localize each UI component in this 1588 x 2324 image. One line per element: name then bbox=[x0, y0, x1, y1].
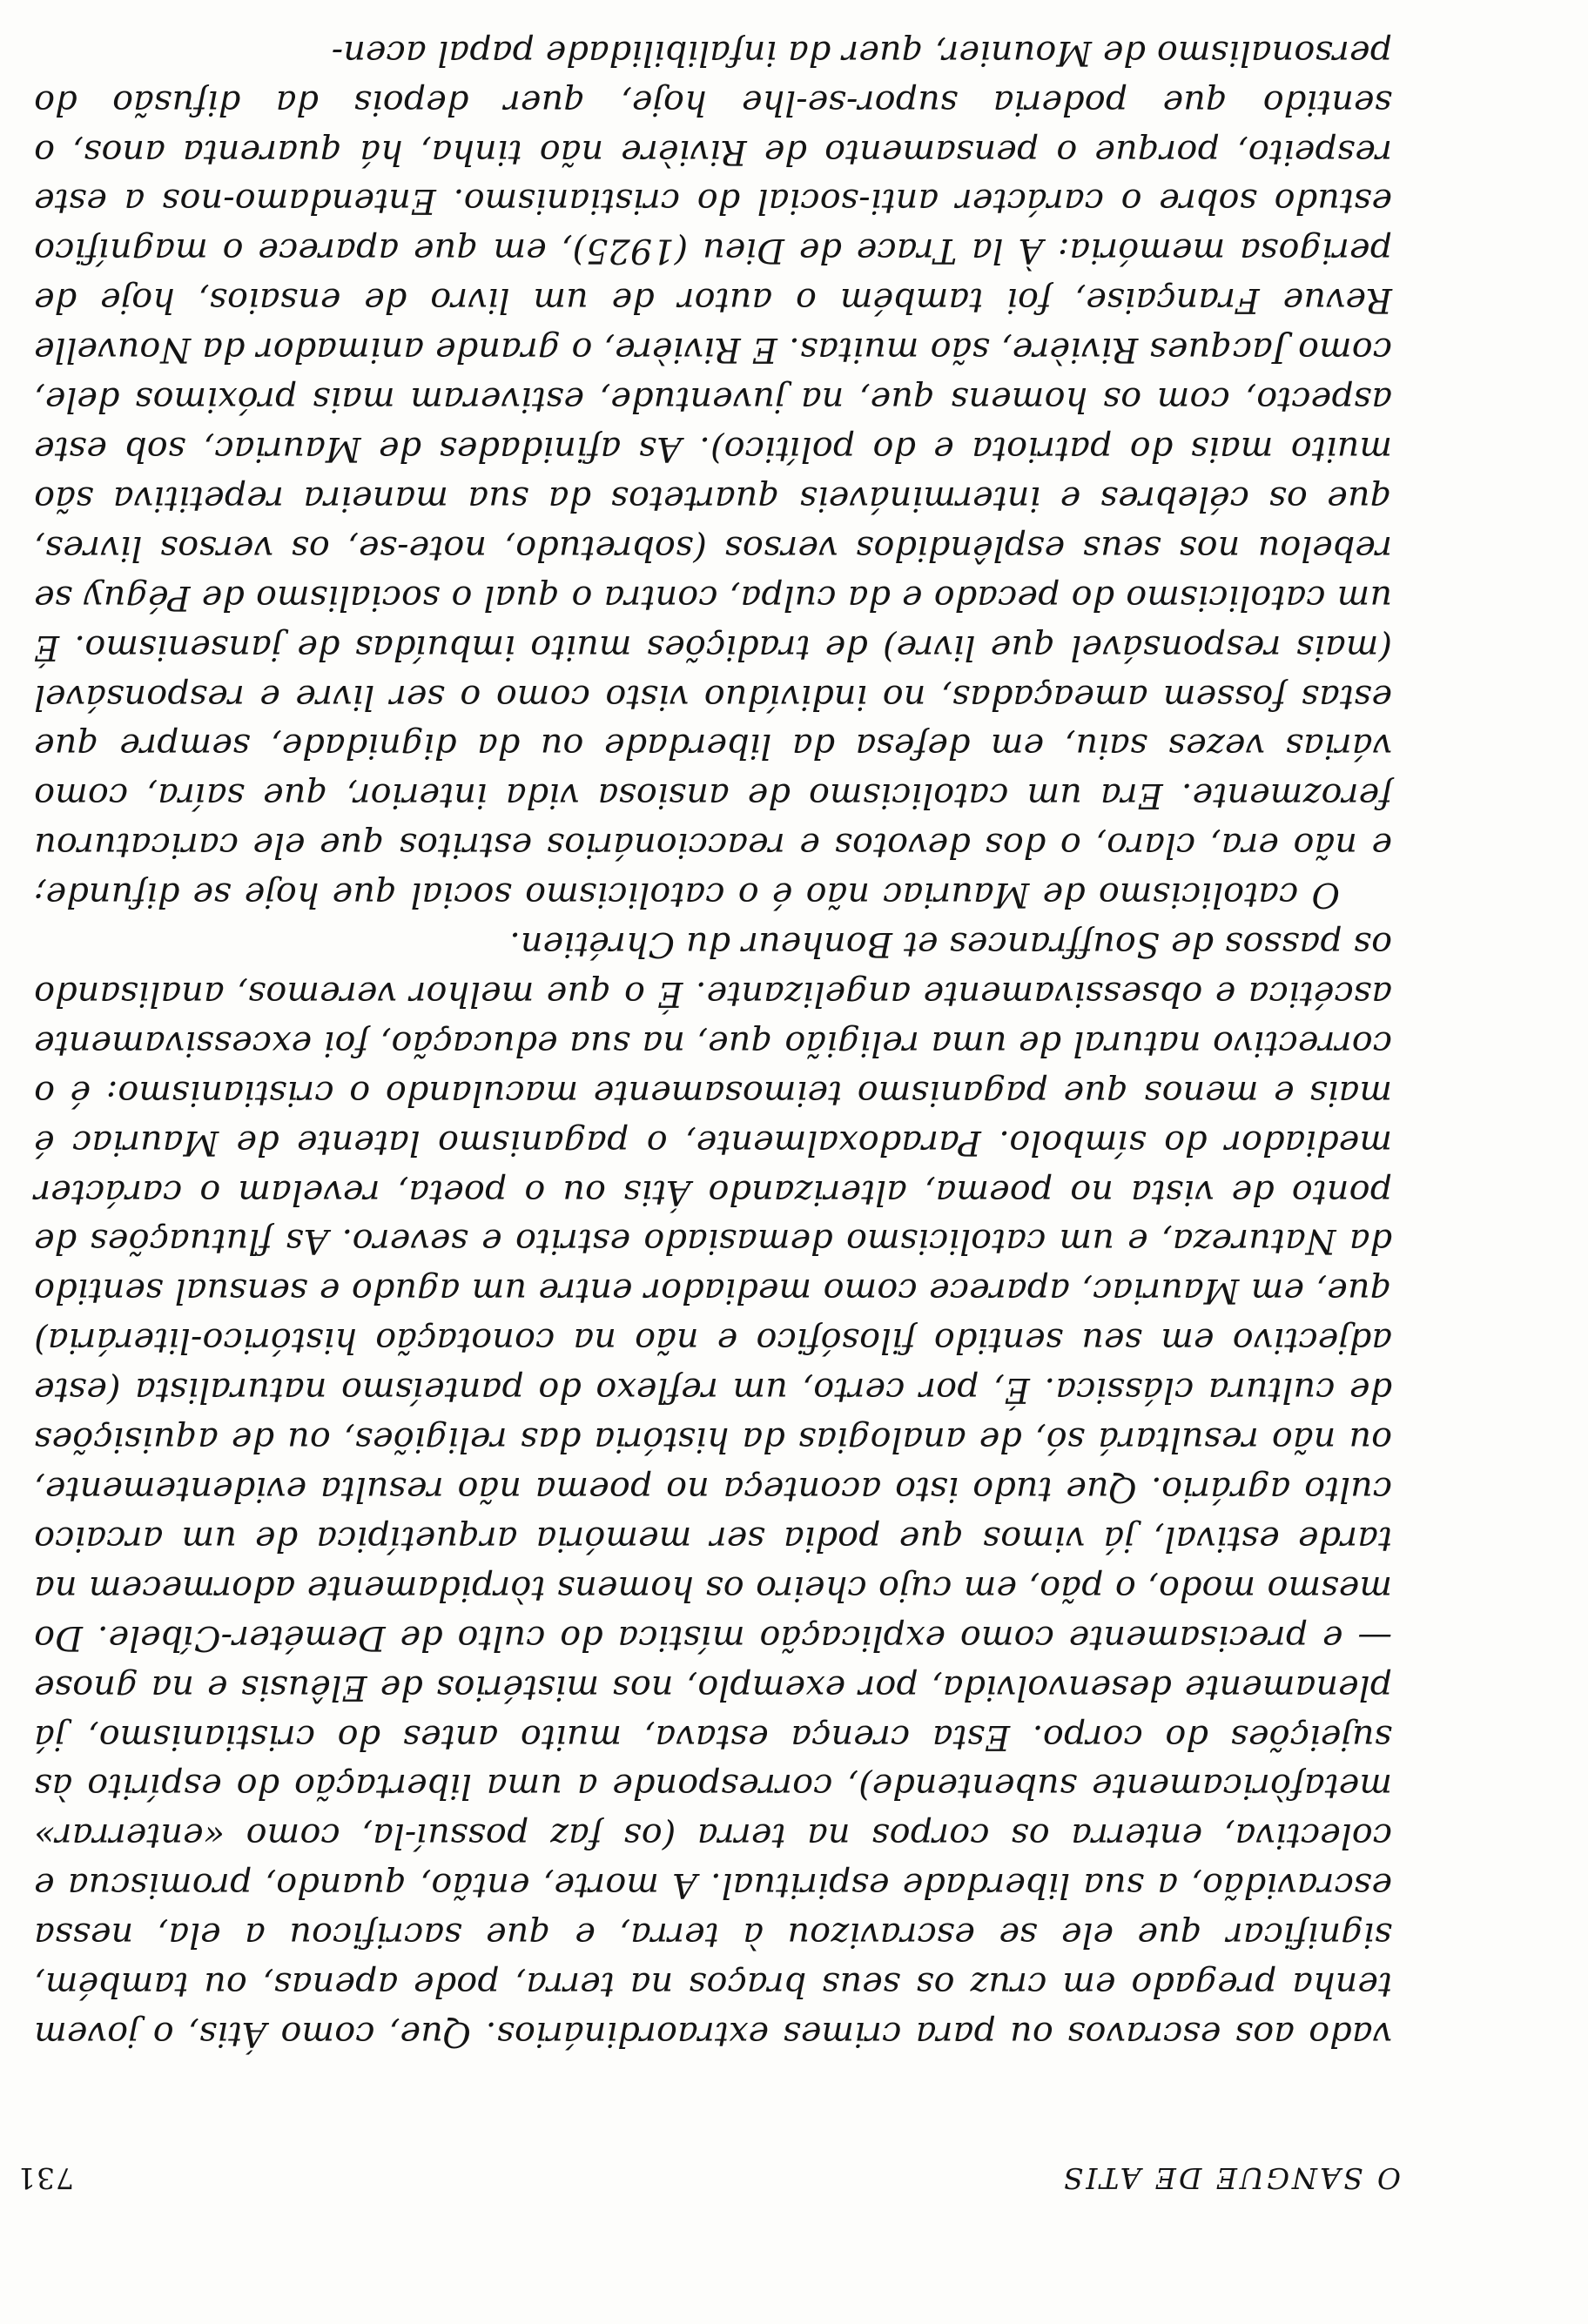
body-text bbox=[34, 28, 1392, 2059]
paragraph-continuation: vado aos escravos ou para crimes extraordinários. Que, como Átis, o jovem tenha pregado em cruz os seus braços na terra, pode apenas, ou também, significar que ele se escravizou à terra, e que sacrificou a ela, nessa escravidão, a sua liberdade espiritual. A morte, então, quando, promiscua e colectiva, enterra os corpos na terra (os faz possuí-la, como «enterrar» metafòricamente subentende), corresponde a uma libertação do espírito às sujeições do corpo. Esta crença estava, muito antes do cristianismo, já plenamente desenvolvida, por exemplo, nos mistérios de Elêusis e na gnose — e precisamente como explicação mística do culto de Deméter-Cíbele. Do mesmo modo, o pão, em cujo cheiro os homens tòrpidamente adormecem na tarde estival, já vimos que podia ser memória arquetípica de um arcaico culto agrário. Que tudo isto aconteça no poema não resulta evidentemente, ou não resultará só, de analogias da história das religiões, ou de aquisições de cultura clássica. É, por certo, um reflexo do panteísmo naturalista (este adjectivo em seu sentido filosófico e não na conotação histórico-literária) que, em Mauriac, aparece como mediador entre um agudo e sensual sentido da Natureza, e um catolicismo demasiado estrito e severo. As flutuações de ponto de vista no poema, alterizando Átis ou o poeta, revelam o carácter mediador do símbolo. Paradoxalmente, o paganismo latente de Mauriac é mais e menos que paganismo teimosamente maculando o cristianismo: é o correctivo natural de uma religião que, na sua educação, foi excessivamente ascética e obsessivamente angelizante. É o que melhor veremos, analisando os passos de Souffrances et Bonheur du Chrétien. bbox=[34, 924, 1392, 2054]
page-number: 731 bbox=[17, 2161, 74, 2195]
running-title: O SANGUE DE ATIS bbox=[1060, 2161, 1401, 2195]
running-header bbox=[17, 2143, 1401, 2195]
paragraph-catolicismo: O catolicismo de Mauriac não é o catolicismo social que hoje se difunde; e não era, claro, o dos devotos e reaccionários estritos que ele caricaturou ferozmente. Era um catolicismo de ansiosa vida interior, que saíra, como várias vezes saiu, em defesa da liberdade ou da dignidade, sempre que estas fossem ameaçadas, no indivíduo visto como o ser livre e responsável (mais responsável que livre) de tradições muito imbuídas de jansenismo. É um catolicismo do pecado e da culpa, contra o qual o socialismo de Péguy se rebelou nos seus esplêndidos versos (sobretudo, note-se, os versos livres, que os célebres e intermináveis quartetos da sua maneira repetitiva são muito mais do patriota e do político). As afinidades de Mauriac, sob este aspecto, com os homens que, na juventude, estiveram mais próximos dele, como Jacques Rivière, são muitas. E Rivière, o grande animador da Nouvelle Revue Française, foi também o autor de um livro de ensaios, hoje de perigosa memória: À la Trace de Dieu (1925), em que aparece o magnífico estudo sobre o carácter anti-social do cristianismo. Entendamo-nos a este respeito, porque o pensamento de Rivière não tinha, há quarenta anos, o sentido que poderia supor-se-lhe hoje, quer depois da difusão do personalismo de Mounier, quer da infalibilidade papal acen- bbox=[34, 32, 1392, 916]
